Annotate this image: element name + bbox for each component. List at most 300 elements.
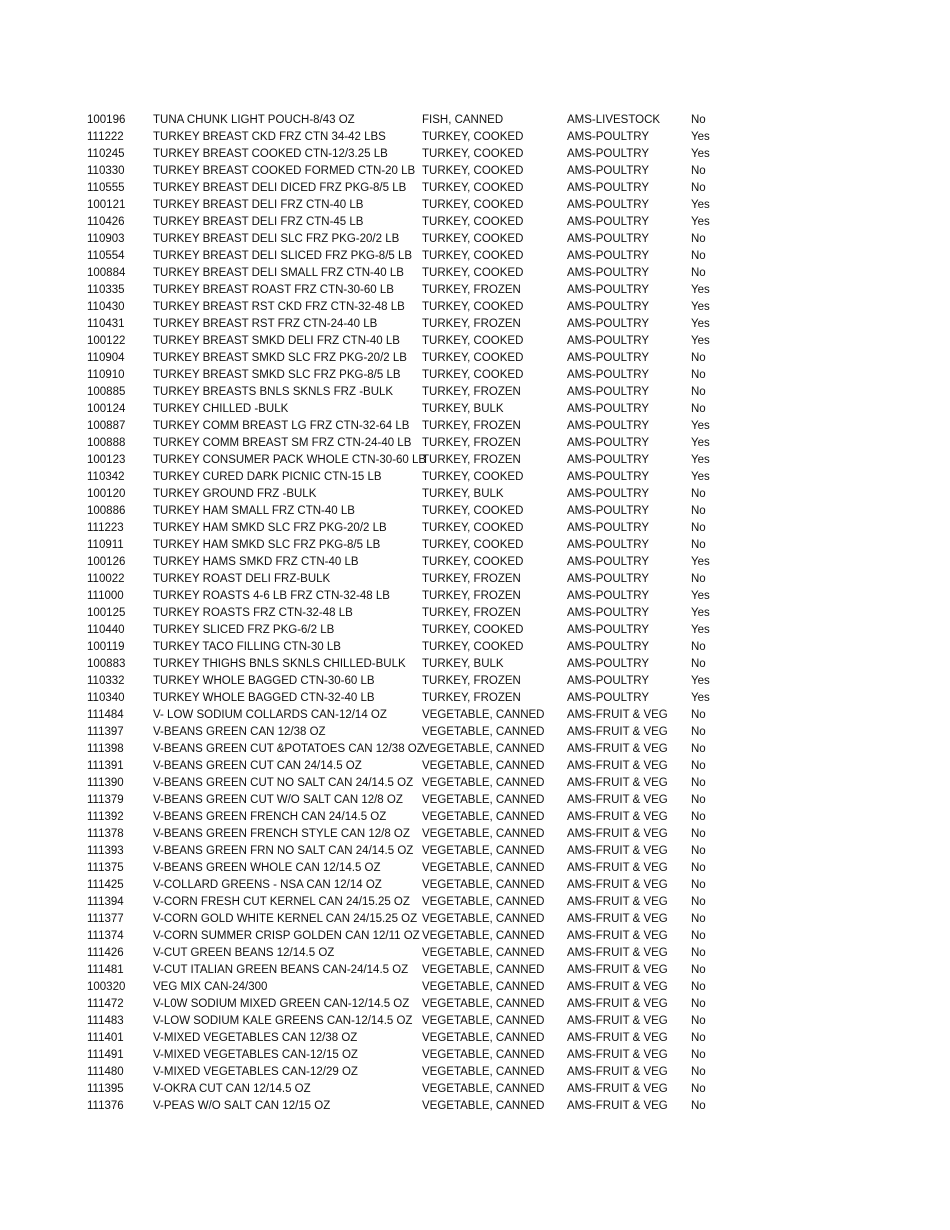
commodity-code: 100884	[87, 267, 126, 279]
commodity-category: VEGETABLE, CANNED	[422, 896, 545, 908]
commodity-table	[0, 112, 950, 1115]
commodity-agency: AMS-FRUIT & VEG	[567, 726, 668, 738]
commodity-flag: No	[691, 539, 706, 551]
commodity-category: VEGETABLE, CANNED	[422, 811, 545, 823]
table-row	[0, 843, 950, 860]
table-row	[0, 520, 950, 537]
commodity-flag: No	[691, 981, 706, 993]
commodity-category: TURKEY, COOKED	[422, 335, 524, 347]
table-row	[0, 928, 950, 945]
table-row	[0, 758, 950, 775]
commodity-description: VEG MIX CAN-24/300	[153, 981, 268, 993]
commodity-category: TURKEY, BULK	[422, 403, 504, 415]
commodity-agency: AMS-POULTRY	[567, 556, 650, 568]
table-row	[0, 163, 950, 180]
commodity-category: TURKEY, COOKED	[422, 505, 524, 517]
commodity-description: TURKEY SLICED FRZ PKG-6/2 LB	[153, 624, 335, 636]
commodity-category: TURKEY, COOKED	[422, 624, 524, 636]
table-row	[0, 486, 950, 503]
commodity-category: VEGETABLE, CANNED	[422, 726, 545, 738]
commodity-category: TURKEY, FROZEN	[422, 675, 521, 687]
commodity-flag: No	[691, 879, 706, 891]
commodity-description: TURKEY CONSUMER PACK WHOLE CTN-30-60 LB	[153, 454, 427, 466]
table-row	[0, 282, 950, 299]
commodity-agency: AMS-FRUIT & VEG	[567, 964, 668, 976]
commodity-code: 111481	[87, 964, 124, 976]
commodity-category: TURKEY, COOKED	[422, 641, 524, 653]
commodity-code: 110342	[87, 471, 125, 483]
commodity-flag: No	[691, 964, 706, 976]
commodity-code: 110554	[87, 250, 125, 262]
commodity-code: 100885	[87, 386, 126, 398]
commodity-flag: No	[691, 352, 706, 364]
commodity-description: TURKEY HAMS SMKD FRZ CTN-40 LB	[153, 556, 359, 568]
commodity-description: TURKEY BREAST DELI DICED FRZ PKG-8/5 LB	[153, 182, 407, 194]
commodity-flag: Yes	[691, 216, 710, 228]
commodity-category: VEGETABLE, CANNED	[422, 879, 545, 891]
commodity-category: FISH, CANNED	[422, 114, 504, 126]
commodity-flag: Yes	[691, 148, 710, 160]
commodity-code: 100126	[87, 556, 126, 568]
commodity-category: TURKEY, COOKED	[422, 233, 524, 245]
commodity-code: 100119	[87, 641, 125, 653]
commodity-code: 111397	[87, 726, 124, 738]
table-row	[0, 180, 950, 197]
commodity-flag: No	[691, 760, 706, 772]
commodity-category: TURKEY, FROZEN	[422, 607, 521, 619]
commodity-agency: AMS-FRUIT & VEG	[567, 998, 668, 1010]
commodity-category: VEGETABLE, CANNED	[422, 1049, 545, 1061]
commodity-code: 100883	[87, 658, 126, 670]
commodity-code: 110903	[87, 233, 125, 245]
commodity-description: TURKEY TACO FILLING CTN-30 LB	[153, 641, 341, 653]
table-row	[0, 962, 950, 979]
commodity-description: V-BEANS GREEN CUT W/O SALT CAN 12/8 OZ	[153, 794, 403, 806]
commodity-flag: No	[691, 794, 706, 806]
commodity-description: TURKEY BREAST CKD FRZ CTN 34-42 LBS	[153, 131, 386, 143]
commodity-code: 111375	[87, 862, 124, 874]
commodity-flag: No	[691, 1015, 706, 1027]
commodity-agency: AMS-POULTRY	[567, 454, 650, 466]
commodity-agency: AMS-POULTRY	[567, 522, 650, 534]
commodity-category: VEGETABLE, CANNED	[422, 828, 545, 840]
commodity-agency: AMS-POULTRY	[567, 301, 650, 313]
commodity-description: TURKEY BREAST RST FRZ CTN-24-40 LB	[153, 318, 378, 330]
commodity-flag: No	[691, 233, 706, 245]
commodity-flag: No	[691, 403, 706, 415]
commodity-code: 111395	[87, 1083, 124, 1095]
commodity-agency: AMS-POULTRY	[567, 573, 650, 585]
commodity-code: 110904	[87, 352, 125, 364]
commodity-flag: No	[691, 165, 706, 177]
commodity-category: TURKEY, COOKED	[422, 352, 524, 364]
commodity-description: TURKEY HAM SMKD SLC FRZ PKG-20/2 LB	[153, 522, 387, 534]
commodity-code: 111377	[87, 913, 124, 925]
commodity-code: 111480	[87, 1066, 124, 1078]
commodity-description: V-BEANS GREEN CUT CAN 24/14.5 OZ	[153, 760, 362, 772]
table-row	[0, 554, 950, 571]
commodity-description: V-CORN GOLD WHITE KERNEL CAN 24/15.25 OZ	[153, 913, 418, 925]
commodity-flag: No	[691, 267, 706, 279]
commodity-category: TURKEY, COOKED	[422, 522, 524, 534]
commodity-agency: AMS-FRUIT & VEG	[567, 811, 668, 823]
commodity-flag: No	[691, 1100, 706, 1112]
commodity-flag: Yes	[691, 420, 710, 432]
commodity-agency: AMS-POULTRY	[567, 386, 650, 398]
commodity-description: TURKEY COMM BREAST SM FRZ CTN-24-40 LB	[153, 437, 412, 449]
commodity-code: 111401	[87, 1032, 124, 1044]
commodity-category: VEGETABLE, CANNED	[422, 964, 545, 976]
commodity-category: VEGETABLE, CANNED	[422, 981, 545, 993]
commodity-description: TURKEY BREAST DELI SLICED FRZ PKG-8/5 LB	[153, 250, 413, 262]
commodity-code: 111425	[87, 879, 124, 891]
commodity-flag: No	[691, 828, 706, 840]
commodity-code: 110440	[87, 624, 125, 636]
commodity-flag: No	[691, 114, 706, 126]
commodity-category: VEGETABLE, CANNED	[422, 1015, 545, 1027]
commodity-code: 110332	[87, 675, 125, 687]
commodity-agency: AMS-POULTRY	[567, 182, 650, 194]
table-row	[0, 197, 950, 214]
commodity-category: TURKEY, COOKED	[422, 216, 524, 228]
commodity-agency: AMS-POULTRY	[567, 284, 650, 296]
commodity-code: 100886	[87, 505, 126, 517]
commodity-flag: Yes	[691, 454, 710, 466]
commodity-flag: No	[691, 726, 706, 738]
commodity-category: TURKEY, COOKED	[422, 199, 524, 211]
commodity-description: V-BEANS GREEN FRENCH CAN 24/14.5 OZ	[153, 811, 387, 823]
commodity-code: 111374	[87, 930, 124, 942]
commodity-category: VEGETABLE, CANNED	[422, 709, 545, 721]
table-row	[0, 350, 950, 367]
commodity-category: TURKEY, COOKED	[422, 148, 524, 160]
commodity-code: 111391	[87, 760, 124, 772]
commodity-agency: AMS-FRUIT & VEG	[567, 845, 668, 857]
commodity-category: TURKEY, FROZEN	[422, 590, 521, 602]
commodity-description: TURKEY BREAST DELI SLC FRZ PKG-20/2 LB	[153, 233, 400, 245]
commodity-flag: No	[691, 641, 706, 653]
commodity-code: 111378	[87, 828, 124, 840]
table-row	[0, 146, 950, 163]
commodity-description: V-BEANS GREEN WHOLE CAN 12/14.5 OZ	[153, 862, 381, 874]
commodity-flag: No	[691, 777, 706, 789]
commodity-code: 110555	[87, 182, 125, 194]
commodity-code: 111472	[87, 998, 124, 1010]
commodity-category: VEGETABLE, CANNED	[422, 998, 545, 1010]
commodity-flag: No	[691, 1066, 706, 1078]
commodity-flag: Yes	[691, 556, 710, 568]
commodity-category: VEGETABLE, CANNED	[422, 862, 545, 874]
commodity-flag: No	[691, 862, 706, 874]
commodity-agency: AMS-FRUIT & VEG	[567, 913, 668, 925]
commodity-description: TURKEY BREAST DELI FRZ CTN-45 LB	[153, 216, 364, 228]
table-row	[0, 1081, 950, 1098]
commodity-agency: AMS-POULTRY	[567, 420, 650, 432]
commodity-code: 110335	[87, 284, 125, 296]
commodity-description: TURKEY BREAST DELI SMALL FRZ CTN-40 LB	[153, 267, 404, 279]
table-row	[0, 826, 950, 843]
table-row	[0, 911, 950, 928]
commodity-description: V-CUT ITALIAN GREEN BEANS CAN-24/14.5 OZ	[153, 964, 409, 976]
table-row	[0, 299, 950, 316]
commodity-agency: AMS-FRUIT & VEG	[567, 743, 668, 755]
commodity-agency: AMS-FRUIT & VEG	[567, 879, 668, 891]
commodity-description: TURKEY BREAST SMKD DELI FRZ CTN-40 LB	[153, 335, 400, 347]
commodity-agency: AMS-POULTRY	[567, 318, 650, 330]
commodity-flag: No	[691, 386, 706, 398]
table-row	[0, 248, 950, 265]
commodity-agency: AMS-FRUIT & VEG	[567, 828, 668, 840]
commodity-category: VEGETABLE, CANNED	[422, 947, 545, 959]
table-row	[0, 894, 950, 911]
table-row	[0, 724, 950, 741]
table-row	[0, 503, 950, 520]
table-row	[0, 265, 950, 282]
commodity-code: 110426	[87, 216, 125, 228]
commodity-flag: Yes	[691, 301, 710, 313]
commodity-category: TURKEY, FROZEN	[422, 437, 521, 449]
commodity-agency: AMS-POULTRY	[567, 437, 650, 449]
commodity-category: VEGETABLE, CANNED	[422, 1083, 545, 1095]
commodity-code: 100123	[87, 454, 126, 466]
commodity-category: VEGETABLE, CANNED	[422, 777, 545, 789]
commodity-category: TURKEY, COOKED	[422, 182, 524, 194]
table-row	[0, 1098, 950, 1115]
commodity-category: TURKEY, FROZEN	[422, 318, 521, 330]
commodity-description: TURKEY ROASTS FRZ CTN-32-48 LB	[153, 607, 353, 619]
commodity-code: 100121	[87, 199, 126, 211]
commodity-flag: Yes	[691, 590, 710, 602]
commodity-description: TURKEY COMM BREAST LG FRZ CTN-32-64 LB	[153, 420, 410, 432]
commodity-category: VEGETABLE, CANNED	[422, 845, 545, 857]
commodity-code: 111491	[87, 1049, 124, 1061]
table-row	[0, 979, 950, 996]
commodity-agency: AMS-POULTRY	[567, 624, 650, 636]
commodity-agency: AMS-FRUIT & VEG	[567, 1049, 668, 1061]
commodity-agency: AMS-POULTRY	[567, 675, 650, 687]
commodity-description: TURKEY ROAST DELI FRZ-BULK	[153, 573, 331, 585]
commodity-agency: AMS-FRUIT & VEG	[567, 1100, 668, 1112]
commodity-flag: Yes	[691, 199, 710, 211]
commodity-agency: AMS-POULTRY	[567, 692, 650, 704]
commodity-code: 100887	[87, 420, 126, 432]
commodity-agency: AMS-FRUIT & VEG	[567, 1083, 668, 1095]
table-row	[0, 1047, 950, 1064]
commodity-flag: No	[691, 709, 706, 721]
commodity-code: 110330	[87, 165, 125, 177]
commodity-description: TURKEY BREASTS BNLS SKNLS FRZ -BULK	[153, 386, 394, 398]
commodity-category: TURKEY, COOKED	[422, 556, 524, 568]
commodity-agency: AMS-FRUIT & VEG	[567, 760, 668, 772]
commodity-agency: AMS-POULTRY	[567, 352, 650, 364]
commodity-description: V-PEAS W/O SALT CAN 12/15 OZ	[153, 1100, 331, 1112]
commodity-code: 100122	[87, 335, 126, 347]
table-row	[0, 605, 950, 622]
table-row	[0, 571, 950, 588]
commodity-description: V-COLLARD GREENS - NSA CAN 12/14 OZ	[153, 879, 382, 891]
commodity-flag: No	[691, 250, 706, 262]
commodity-code: 110245	[87, 148, 125, 160]
commodity-category: TURKEY, FROZEN	[422, 692, 521, 704]
commodity-description: TURKEY BREAST COOKED CTN-12/3.25 LB	[153, 148, 388, 160]
commodity-description: V-MIXED VEGETABLES CAN-12/15 OZ	[153, 1049, 358, 1061]
commodity-code: 100120	[87, 488, 126, 500]
commodity-code: 111483	[87, 1015, 124, 1027]
table-row	[0, 129, 950, 146]
commodity-category: VEGETABLE, CANNED	[422, 760, 545, 772]
table-row	[0, 809, 950, 826]
commodity-code: 111398	[87, 743, 124, 755]
commodity-flag: No	[691, 896, 706, 908]
commodity-flag: No	[691, 743, 706, 755]
commodity-agency: AMS-POULTRY	[567, 369, 650, 381]
commodity-category: TURKEY, BULK	[422, 658, 504, 670]
commodity-code: 111484	[87, 709, 124, 721]
commodity-flag: No	[691, 998, 706, 1010]
table-row	[0, 1013, 950, 1030]
table-row	[0, 996, 950, 1013]
commodity-category: TURKEY, FROZEN	[422, 386, 521, 398]
commodity-agency: AMS-POULTRY	[567, 590, 650, 602]
commodity-agency: AMS-POULTRY	[567, 658, 650, 670]
commodity-category: TURKEY, FROZEN	[422, 573, 521, 585]
commodity-description: TURKEY BREAST SMKD SLC FRZ PKG-20/2 LB	[153, 352, 407, 364]
commodity-agency: AMS-POULTRY	[567, 131, 650, 143]
commodity-agency: AMS-FRUIT & VEG	[567, 947, 668, 959]
commodity-category: TURKEY, BULK	[422, 488, 504, 500]
commodity-flag: No	[691, 488, 706, 500]
commodity-flag: No	[691, 1032, 706, 1044]
commodity-description: TURKEY WHOLE BAGGED CTN-30-60 LB	[153, 675, 375, 687]
commodity-agency: AMS-POULTRY	[567, 199, 650, 211]
commodity-agency: AMS-POULTRY	[567, 641, 650, 653]
commodity-flag: No	[691, 811, 706, 823]
commodity-description: V-BEANS GREEN FRENCH STYLE CAN 12/8 OZ	[153, 828, 410, 840]
commodity-flag: No	[691, 930, 706, 942]
commodity-flag: Yes	[691, 675, 710, 687]
commodity-flag: Yes	[691, 624, 710, 636]
commodity-agency: AMS-POULTRY	[567, 607, 650, 619]
table-row	[0, 945, 950, 962]
commodity-agency: AMS-FRUIT & VEG	[567, 1032, 668, 1044]
table-row	[0, 418, 950, 435]
table-row	[0, 673, 950, 690]
commodity-description: TURKEY BREAST DELI FRZ CTN-40 LB	[153, 199, 364, 211]
commodity-agency: AMS-POULTRY	[567, 148, 650, 160]
commodity-agency: AMS-FRUIT & VEG	[567, 709, 668, 721]
commodity-description: TURKEY ROASTS 4-6 LB FRZ CTN-32-48 LB	[153, 590, 390, 602]
commodity-description: TURKEY HAM SMALL FRZ CTN-40 LB	[153, 505, 355, 517]
commodity-code: 111393	[87, 845, 124, 857]
commodity-description: TURKEY BREAST RST CKD FRZ CTN-32-48 LB	[153, 301, 405, 313]
commodity-agency: AMS-FRUIT & VEG	[567, 930, 668, 942]
commodity-category: VEGETABLE, CANNED	[422, 1066, 545, 1078]
commodity-description: TURKEY BREAST SMKD SLC FRZ PKG-8/5 LB	[153, 369, 401, 381]
commodity-category: TURKEY, FROZEN	[422, 420, 521, 432]
commodity-agency: AMS-LIVESTOCK	[567, 114, 661, 126]
commodity-agency: AMS-POULTRY	[567, 488, 650, 500]
table-row	[0, 707, 950, 724]
commodity-description: TURKEY THIGHS BNLS SKNLS CHILLED-BULK	[153, 658, 406, 670]
commodity-category: TURKEY, FROZEN	[422, 284, 521, 296]
commodity-description: V-LOW SODIUM KALE GREENS CAN-12/14.5 OZ	[153, 1015, 413, 1027]
commodity-description: V-OKRA CUT CAN 12/14.5 OZ	[153, 1083, 311, 1095]
table-row	[0, 214, 950, 231]
commodity-category: TURKEY, FROZEN	[422, 454, 521, 466]
table-row	[0, 112, 950, 129]
commodity-description: TUNA CHUNK LIGHT POUCH-8/43 OZ	[153, 114, 355, 126]
commodity-code: 110430	[87, 301, 125, 313]
commodity-agency: AMS-FRUIT & VEG	[567, 794, 668, 806]
commodity-flag: No	[691, 522, 706, 534]
commodity-agency: AMS-FRUIT & VEG	[567, 1015, 668, 1027]
commodity-agency: AMS-POULTRY	[567, 471, 650, 483]
table-row	[0, 775, 950, 792]
commodity-agency: AMS-FRUIT & VEG	[567, 862, 668, 874]
commodity-agency: AMS-POULTRY	[567, 216, 650, 228]
commodity-description: V-MIXED VEGETABLES CAN 12/38 OZ	[153, 1032, 358, 1044]
commodity-code: 111392	[87, 811, 124, 823]
commodity-description: TURKEY WHOLE BAGGED CTN-32-40 LB	[153, 692, 375, 704]
commodity-agency: AMS-POULTRY	[567, 505, 650, 517]
commodity-code: 110911	[87, 539, 124, 551]
commodity-flag: Yes	[691, 131, 710, 143]
commodity-category: VEGETABLE, CANNED	[422, 913, 545, 925]
table-row	[0, 690, 950, 707]
table-row	[0, 656, 950, 673]
commodity-agency: AMS-FRUIT & VEG	[567, 896, 668, 908]
commodity-code: 111394	[87, 896, 124, 908]
table-row	[0, 401, 950, 418]
commodity-flag: Yes	[691, 692, 710, 704]
commodity-code: 100888	[87, 437, 126, 449]
commodity-flag: Yes	[691, 437, 710, 449]
commodity-category: VEGETABLE, CANNED	[422, 743, 545, 755]
table-row	[0, 741, 950, 758]
commodity-flag: Yes	[691, 318, 710, 330]
table-row	[0, 860, 950, 877]
commodity-agency: AMS-POULTRY	[567, 403, 650, 415]
commodity-agency: AMS-POULTRY	[567, 335, 650, 347]
table-row	[0, 792, 950, 809]
commodity-flag: No	[691, 573, 706, 585]
commodity-category: TURKEY, COOKED	[422, 301, 524, 313]
commodity-flag: Yes	[691, 284, 710, 296]
table-row	[0, 537, 950, 554]
commodity-code: 110022	[87, 573, 125, 585]
commodity-agency: AMS-POULTRY	[567, 267, 650, 279]
commodity-agency: AMS-POULTRY	[567, 165, 650, 177]
commodity-category: VEGETABLE, CANNED	[422, 794, 545, 806]
commodity-flag: Yes	[691, 335, 710, 347]
commodity-code: 111426	[87, 947, 124, 959]
commodity-description: TURKEY CURED DARK PICNIC CTN-15 LB	[153, 471, 382, 483]
commodity-description: V-BEANS GREEN FRN NO SALT CAN 24/14.5 OZ	[153, 845, 414, 857]
commodity-agency: AMS-FRUIT & VEG	[567, 1066, 668, 1078]
table-row	[0, 622, 950, 639]
commodity-category: TURKEY, COOKED	[422, 539, 524, 551]
commodity-flag: No	[691, 505, 706, 517]
commodity-flag: No	[691, 845, 706, 857]
commodity-code: 100125	[87, 607, 126, 619]
commodity-description: TURKEY CHILLED -BULK	[153, 403, 289, 415]
commodity-category: TURKEY, COOKED	[422, 471, 524, 483]
commodity-agency: AMS-FRUIT & VEG	[567, 981, 668, 993]
table-row	[0, 333, 950, 350]
commodity-code: 111390	[87, 777, 124, 789]
commodity-description: TURKEY GROUND FRZ -BULK	[153, 488, 317, 500]
commodity-description: TURKEY HAM SMKD SLC FRZ PKG-8/5 LB	[153, 539, 381, 551]
